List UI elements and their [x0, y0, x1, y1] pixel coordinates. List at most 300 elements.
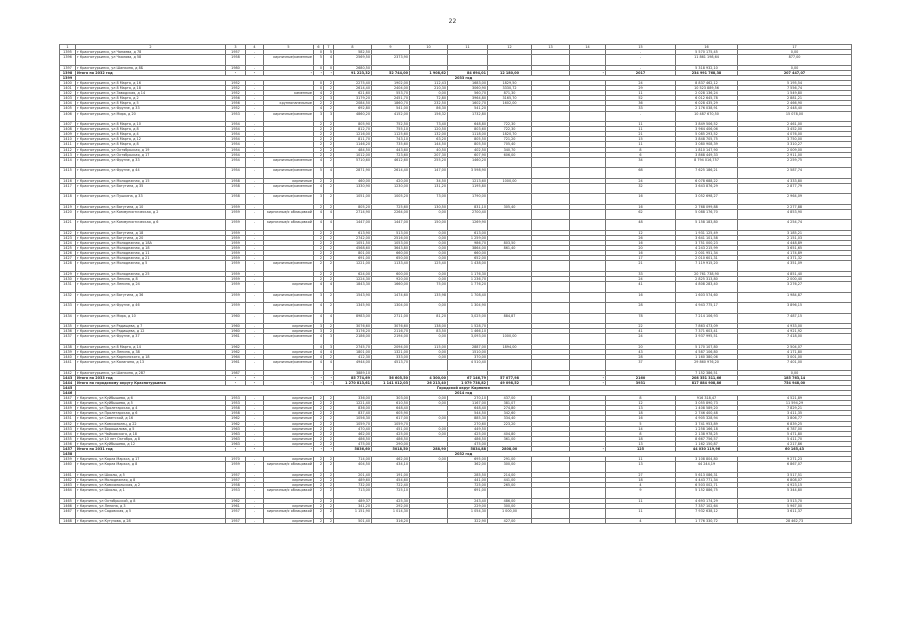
- data-cell: 2: [324, 462, 334, 473]
- row-number: 1396: [60, 55, 76, 66]
- data-cell: 2: [324, 91, 334, 96]
- data-cell: 6 078 688,22: [676, 178, 738, 183]
- data-cell: 85 774,69: [334, 375, 372, 380]
- data-cell: 0,00: [738, 50, 852, 55]
- year-cell: 1960: [226, 329, 246, 334]
- data-cell: 3 849 506,52: [676, 122, 738, 127]
- data-cell: 1447,00: [334, 220, 372, 231]
- data-cell: 4: [324, 220, 334, 231]
- data-cell: -: [246, 303, 264, 314]
- data-cell: 2808,00: [488, 447, 532, 452]
- table-row: [60, 282, 852, 293]
- data-cell: 4: [314, 157, 324, 168]
- data-cell: 1269,90: [448, 220, 488, 231]
- year-cell: 1970: [226, 457, 246, 462]
- address-cell: г Краснотурьинск, ул Октябрьская, д 19: [76, 147, 226, 152]
- data-cell: 13: [606, 406, 676, 411]
- data-cell: 1118,00: [448, 132, 488, 137]
- data-cell: -: [246, 519, 264, 524]
- data-cell: -: [246, 324, 264, 329]
- data-cell: кирпичные: [264, 355, 314, 360]
- data-cell: -: [246, 256, 264, 261]
- data-cell: -: [246, 101, 264, 106]
- data-cell: 34,50: [410, 178, 448, 183]
- data-cell: 290,00: [372, 441, 410, 446]
- data-cell: -: [246, 91, 264, 96]
- year-cell: 1958: [226, 55, 246, 66]
- address-cell: г Краснотурьинск, ул 8 Марта, д 8: [76, 142, 226, 147]
- address-cell: г Карпинск, ул Карла Маркса, д 8: [76, 462, 226, 473]
- data-cell: 7 556,74: [738, 86, 852, 91]
- data-cell: 7 371 603,41: [676, 329, 738, 334]
- data-cell: 144,50: [410, 142, 448, 147]
- data-cell: 484,50: [334, 147, 372, 152]
- data-cell: 72,80: [410, 96, 448, 101]
- data-cell: -: [246, 230, 264, 235]
- data-cell: -: [246, 436, 264, 441]
- data-cell: 1330,90: [334, 183, 372, 194]
- data-cell: [570, 462, 606, 473]
- data-cell: 1790,00: [448, 194, 488, 205]
- data-cell: -: [314, 380, 324, 385]
- row-number: 1466: [60, 503, 76, 508]
- data-cell: 8983,00: [334, 313, 372, 324]
- data-cell: 4: [314, 360, 324, 371]
- address-cell: г Краснотурьинск, ул Шапкина, д 8Б: [76, 65, 226, 70]
- table-row: [60, 508, 852, 519]
- data-cell: 2: [314, 411, 324, 416]
- address-cell: г Краснотурьинск, ул Молодежная, д 11: [76, 251, 226, 256]
- data-cell: 3179,20: [334, 96, 372, 101]
- data-cell: 2 964,09: [738, 194, 852, 205]
- data-cell: 0,00: [410, 235, 448, 240]
- data-cell: кирпичные: [264, 441, 314, 446]
- year-cell: 1957: [226, 50, 246, 55]
- data-cell: -: [246, 122, 264, 127]
- data-cell: 75,00: [410, 282, 448, 293]
- data-cell: 3 411,35: [738, 411, 852, 416]
- row-number: 1412: [60, 147, 76, 152]
- data-cell: 2 504,07: [738, 344, 852, 349]
- data-cell: 322,90: [448, 519, 488, 524]
- data-cell: [410, 488, 448, 499]
- address-cell: г Краснотурьинск, ул Карпинского, д 18: [76, 355, 226, 360]
- data-cell: 2: [324, 246, 334, 251]
- data-cell: 24: [606, 277, 676, 282]
- address-cell: г Краснотурьинск, ул Ватутина, д 36: [76, 292, 226, 303]
- data-cell: [488, 303, 532, 314]
- data-cell: 2: [314, 178, 324, 183]
- data-cell: 2745,70: [334, 344, 372, 349]
- data-cell: 732,00: [334, 482, 372, 487]
- data-cell: 1902,00: [372, 80, 410, 85]
- year-cell: 1962: [226, 344, 246, 349]
- data-cell: 15 078,00: [738, 111, 852, 122]
- data-cell: 861,40: [488, 246, 532, 251]
- data-cell: 5 158 183,80: [676, 220, 738, 231]
- data-cell: 1 259,00: [448, 235, 488, 240]
- data-cell: 0,00: [410, 303, 448, 314]
- data-cell: 7 487,15: [738, 313, 852, 324]
- address-cell: г Краснотурьинск, ул Коммунистическая, д 2: [76, 209, 226, 220]
- data-cell: [488, 292, 532, 303]
- data-cell: 14: [606, 426, 676, 431]
- data-cell: кирпичные/каменные: [264, 111, 314, 122]
- data-cell: 2: [314, 498, 324, 503]
- data-cell: 3 937 995,51: [676, 334, 738, 345]
- data-cell: кирпичные: [264, 431, 314, 436]
- row-number: 1459: [60, 457, 76, 462]
- data-cell: [570, 183, 606, 194]
- year-cell: 1953: [226, 488, 246, 499]
- data-cell: 214,00: [488, 472, 532, 477]
- data-cell: 4 851,40: [738, 271, 852, 276]
- data-cell: 2094,00: [372, 344, 410, 349]
- year-cell: 1963: [226, 431, 246, 436]
- address-cell: г Краснотурьинск, ул Ватутина, д 10: [76, 204, 226, 209]
- data-cell: 7 214 106,93: [676, 313, 738, 324]
- year-cell: 1959: [226, 292, 246, 303]
- data-cell: [488, 194, 532, 205]
- data-cell: 37: [606, 360, 676, 371]
- data-cell: 1056,30: [334, 416, 372, 421]
- data-cell: 2516,00: [372, 235, 410, 240]
- data-cell: 4 693 174,29: [676, 498, 738, 503]
- data-cell: -: [264, 447, 314, 452]
- year-cell: 1952: [226, 86, 246, 91]
- data-cell: 5 088 176,70: [676, 209, 738, 220]
- data-cell: 4: [324, 168, 334, 179]
- section-label: 2014 год: [76, 390, 852, 395]
- row-number: 1443: [60, 375, 76, 380]
- address-cell: г Краснотурьинск, ул Фрунзе, д 33: [76, 157, 226, 168]
- data-cell: [488, 220, 532, 231]
- data-cell: 68: [606, 168, 676, 179]
- address-cell: г Краснотурьинск, ул Калинина, д 13: [76, 360, 226, 371]
- row-number: 1411: [60, 142, 76, 147]
- address-cell: г Карпинск, ул Школы, д 5: [76, 472, 226, 477]
- row-number: 1465: [60, 498, 76, 503]
- data-cell: 2264,00: [372, 209, 410, 220]
- data-cell: 3931: [606, 380, 676, 385]
- data-cell: 2: [324, 401, 334, 406]
- data-cell: -: [246, 457, 264, 462]
- data-cell: 4: [314, 303, 324, 314]
- data-cell: 208 351 311,66: [676, 375, 738, 380]
- data-cell: 2: [314, 396, 324, 401]
- year-cell: 1957: [226, 508, 246, 519]
- row-number: 1406: [60, 111, 76, 122]
- data-cell: 81,20: [410, 313, 448, 324]
- data-cell: 1732,80: [448, 111, 488, 122]
- data-cell: 11: [606, 508, 676, 519]
- data-cell: 4: [324, 360, 334, 371]
- data-cell: 836,00: [334, 406, 372, 411]
- data-cell: 7 625 186,21: [676, 168, 738, 179]
- data-cell: 2: [324, 441, 334, 446]
- data-cell: 7 119 915,20: [676, 261, 738, 272]
- data-cell: 2: [324, 101, 334, 106]
- data-cell: 2: [314, 251, 324, 256]
- year-cell: 1959: [226, 204, 246, 209]
- data-cell: 2: [314, 482, 324, 487]
- data-cell: 8 837 462,12: [676, 80, 738, 85]
- column-header: 8: [334, 45, 372, 50]
- data-cell: 1829,50: [488, 80, 532, 85]
- data-cell: 3: [314, 329, 324, 334]
- data-cell: 7 829,21: [738, 406, 852, 411]
- data-cell: 1 000,00: [488, 508, 532, 519]
- data-cell: 41: [606, 329, 676, 334]
- data-cell: 4: [314, 209, 324, 220]
- data-cell: 2 911,00: [738, 152, 852, 157]
- data-cell: -: [264, 380, 314, 385]
- data-cell: 5: [314, 55, 324, 66]
- data-cell: 125: [606, 447, 676, 452]
- data-cell: -: [246, 157, 264, 168]
- data-cell: кирпичные/с облицовкой: [264, 488, 314, 499]
- year-cell: 1956: [226, 96, 246, 101]
- data-cell: 0,00: [410, 426, 448, 431]
- data-cell: 210,30: [410, 86, 448, 91]
- data-cell: 4 443 771,34: [676, 477, 738, 482]
- data-cell: 2 138 978,25: [676, 431, 738, 436]
- section-label: Городской округ Карпинск: [76, 385, 852, 390]
- year-cell: 1954: [226, 142, 246, 147]
- data-cell: 1 014,30: [372, 508, 410, 519]
- row-number: 1398: [60, 70, 76, 75]
- data-cell: 6 787,00: [738, 426, 852, 431]
- data-cell: кирпичные: [264, 421, 314, 426]
- data-cell: -: [314, 70, 324, 75]
- row-number: 1417: [60, 183, 76, 194]
- data-cell: 1 528,70: [448, 324, 488, 329]
- address-cell: г Краснотурьинск, ул Радищева, д 12: [76, 329, 226, 334]
- data-cell: 0,00: [410, 271, 448, 276]
- year-cell: 1959: [226, 303, 246, 314]
- row-number: 1455: [60, 436, 76, 441]
- data-cell: 2: [324, 436, 334, 441]
- data-cell: 486,50: [372, 436, 410, 441]
- data-cell: 2 259,75: [738, 157, 852, 168]
- data-cell: 4612,60: [372, 157, 410, 168]
- data-cell: 610,50: [372, 401, 410, 406]
- data-cell: -: [246, 421, 264, 426]
- data-cell: 4152,00: [372, 111, 410, 122]
- data-cell: 2275,40: [334, 80, 372, 85]
- column-header: 5: [264, 45, 314, 50]
- data-cell: -: [246, 241, 264, 246]
- data-cell: 6 028 435,29: [676, 101, 738, 106]
- data-cell: [532, 261, 570, 272]
- data-cell: 1304,00: [372, 303, 410, 314]
- data-cell: 2: [324, 292, 334, 303]
- data-cell: 3 806,77: [738, 416, 852, 421]
- year-cell: 1959: [226, 282, 246, 293]
- page-number: 22: [448, 18, 457, 25]
- data-cell: 16: [606, 194, 676, 205]
- data-cell: 274,80: [488, 406, 532, 411]
- data-cell: 4860,20: [334, 111, 372, 122]
- row-number: 1403: [60, 96, 76, 101]
- data-cell: 0,00: [410, 241, 448, 246]
- data-cell: 752,50: [372, 122, 410, 127]
- data-cell: [488, 168, 532, 179]
- data-cell: кирпичные/каменные: [264, 292, 314, 303]
- data-cell: 73,00: [410, 194, 448, 205]
- data-cell: 2: [314, 277, 324, 282]
- row-number: 1448: [60, 401, 76, 406]
- data-cell: 652,00: [448, 256, 488, 261]
- data-cell: 613,00: [448, 230, 488, 235]
- data-cell: 2 009,00: [738, 147, 852, 152]
- data-cell: 15: [606, 137, 676, 142]
- data-cell: 2: [324, 261, 334, 272]
- data-cell: -: [246, 65, 264, 70]
- data-cell: 2: [324, 137, 334, 142]
- data-cell: 3076,60: [372, 324, 410, 329]
- data-cell: -: [246, 261, 264, 272]
- data-cell: -: [314, 447, 324, 452]
- data-cell: 11: [606, 127, 676, 132]
- data-cell: 1 079 738,82: [448, 380, 488, 385]
- row-number: 1418: [60, 194, 76, 205]
- data-cell: 412,30: [334, 355, 372, 360]
- data-cell: 10 523 889,56: [676, 86, 738, 91]
- data-cell: -: [246, 127, 264, 132]
- data-cell: 4 521,89: [738, 396, 852, 401]
- data-cell: 735,60: [372, 142, 410, 147]
- data-cell: 2: [314, 142, 324, 147]
- section-label: 2032 год: [76, 452, 852, 457]
- data-cell: 8 667 756,57: [676, 436, 738, 441]
- data-cell: -: [314, 375, 324, 380]
- data-cell: 2: [314, 127, 324, 132]
- data-cell: кирпичные: [264, 457, 314, 462]
- data-cell: 2: [314, 508, 324, 519]
- data-cell: -: [246, 401, 264, 406]
- row-number: 1426: [60, 251, 76, 256]
- year-cell: 1961: [226, 360, 246, 371]
- data-cell: -: [246, 313, 264, 324]
- data-cell: [488, 183, 532, 194]
- data-cell: [410, 508, 448, 519]
- row-number: 1415: [60, 168, 76, 179]
- data-cell: 2680,50: [334, 65, 372, 70]
- data-cell: 1460,20: [448, 157, 488, 168]
- data-cell: 2: [314, 406, 324, 411]
- address-cell: г Краснотурьинск, ул Коммунистическая, д 6: [76, 220, 226, 231]
- data-cell: 20: [606, 344, 676, 349]
- year-cell: 1958: [226, 406, 246, 411]
- row-number: 1464: [60, 488, 76, 499]
- row-number: 1410: [60, 137, 76, 142]
- data-cell: 1 176,30: [448, 271, 488, 276]
- data-cell: 1 776 330,72: [676, 519, 738, 524]
- data-cell: -: [246, 426, 264, 431]
- address-cell: Итого по городскому округу Краснотурьинск: [76, 380, 226, 385]
- year-cell: 1959: [226, 251, 246, 256]
- data-cell: 4: [314, 282, 324, 293]
- data-cell: 705,40: [488, 142, 532, 147]
- data-cell: 2: [314, 132, 324, 137]
- data-cell: кирпичные/каменные: [264, 334, 314, 345]
- year-cell: 1963: [226, 441, 246, 446]
- row-number: 1462: [60, 477, 76, 482]
- data-cell: 805,90: [334, 122, 372, 127]
- data-cell: [488, 209, 532, 220]
- data-cell: кирпичные/с облицовкой: [264, 209, 314, 220]
- data-cell: 617,00: [372, 416, 410, 421]
- data-cell: 2: [324, 411, 334, 416]
- data-cell: 0: [324, 65, 334, 70]
- data-cell: 6 867,07: [738, 462, 852, 473]
- data-cell: 1 810 147,90: [676, 147, 738, 152]
- data-cell: 404,50: [334, 462, 372, 473]
- data-cell: [532, 292, 570, 303]
- data-cell: 60 165,43: [738, 447, 852, 452]
- data-cell: 7 357 102,64: [676, 503, 738, 508]
- data-cell: -: [246, 152, 264, 157]
- data-cell: 2700,40: [448, 209, 488, 220]
- data-cell: 1683,00: [448, 80, 488, 85]
- data-cell: 541,20: [448, 106, 488, 111]
- data-cell: 1 270 813,61: [334, 380, 372, 385]
- data-cell: 18: [606, 477, 676, 482]
- address-cell: г Карпинск, ул Советской, д 16: [76, 416, 226, 421]
- data-cell: [488, 360, 532, 371]
- table-row: [60, 334, 852, 345]
- address-cell: г Краснотурьинск, ул Молодежная, д 15: [76, 178, 226, 183]
- data-cell: -: [246, 482, 264, 487]
- data-cell: 3 751 000,23: [676, 241, 738, 246]
- data-cell: 2084,50: [334, 101, 372, 106]
- data-cell: 425,00: [372, 431, 410, 436]
- row-number: 1414: [60, 157, 76, 168]
- table-body: [60, 50, 852, 524]
- data-cell: 470,40: [334, 426, 372, 431]
- data-cell: 1 603 574,60: [676, 292, 738, 303]
- row-number: 1445: [60, 385, 76, 390]
- data-cell: 0: [314, 50, 324, 55]
- address-cell: Итого по 2031 год: [76, 447, 226, 452]
- address-cell: г Карпинск, ул Ворошилова, д 5: [76, 426, 226, 431]
- data-cell: 1321,00: [372, 349, 410, 354]
- data-cell: 3 598,90: [448, 168, 488, 179]
- row-number: 1421: [60, 220, 76, 231]
- data-cell: -: [264, 70, 314, 75]
- data-cell: 2: [324, 147, 334, 152]
- data-cell: 877,00: [738, 55, 852, 66]
- table-row: [60, 220, 852, 231]
- data-cell: 2: [324, 416, 334, 421]
- data-cell: 0,00: [410, 355, 448, 360]
- row-number: 1440: [60, 355, 76, 360]
- data-cell: 11: [606, 457, 676, 462]
- address-cell: г Краснотурьинск, ул Чапаева, д 78: [76, 50, 226, 55]
- data-cell: 185 763,14: [738, 375, 852, 380]
- data-cell: 475,00: [448, 441, 488, 446]
- data-cell: -: [246, 277, 264, 282]
- data-cell: -: [246, 406, 264, 411]
- data-cell: 660,00: [372, 251, 410, 256]
- data-cell: 3 741 953,89: [676, 421, 738, 426]
- data-cell: 722,40: [372, 482, 410, 487]
- data-cell: 265,00: [488, 482, 532, 487]
- data-cell: 4 076,00: [738, 132, 852, 137]
- address-cell: г Краснотурьинск, ул Ватутина, д 35: [76, 183, 226, 194]
- row-number: 1430: [60, 277, 76, 282]
